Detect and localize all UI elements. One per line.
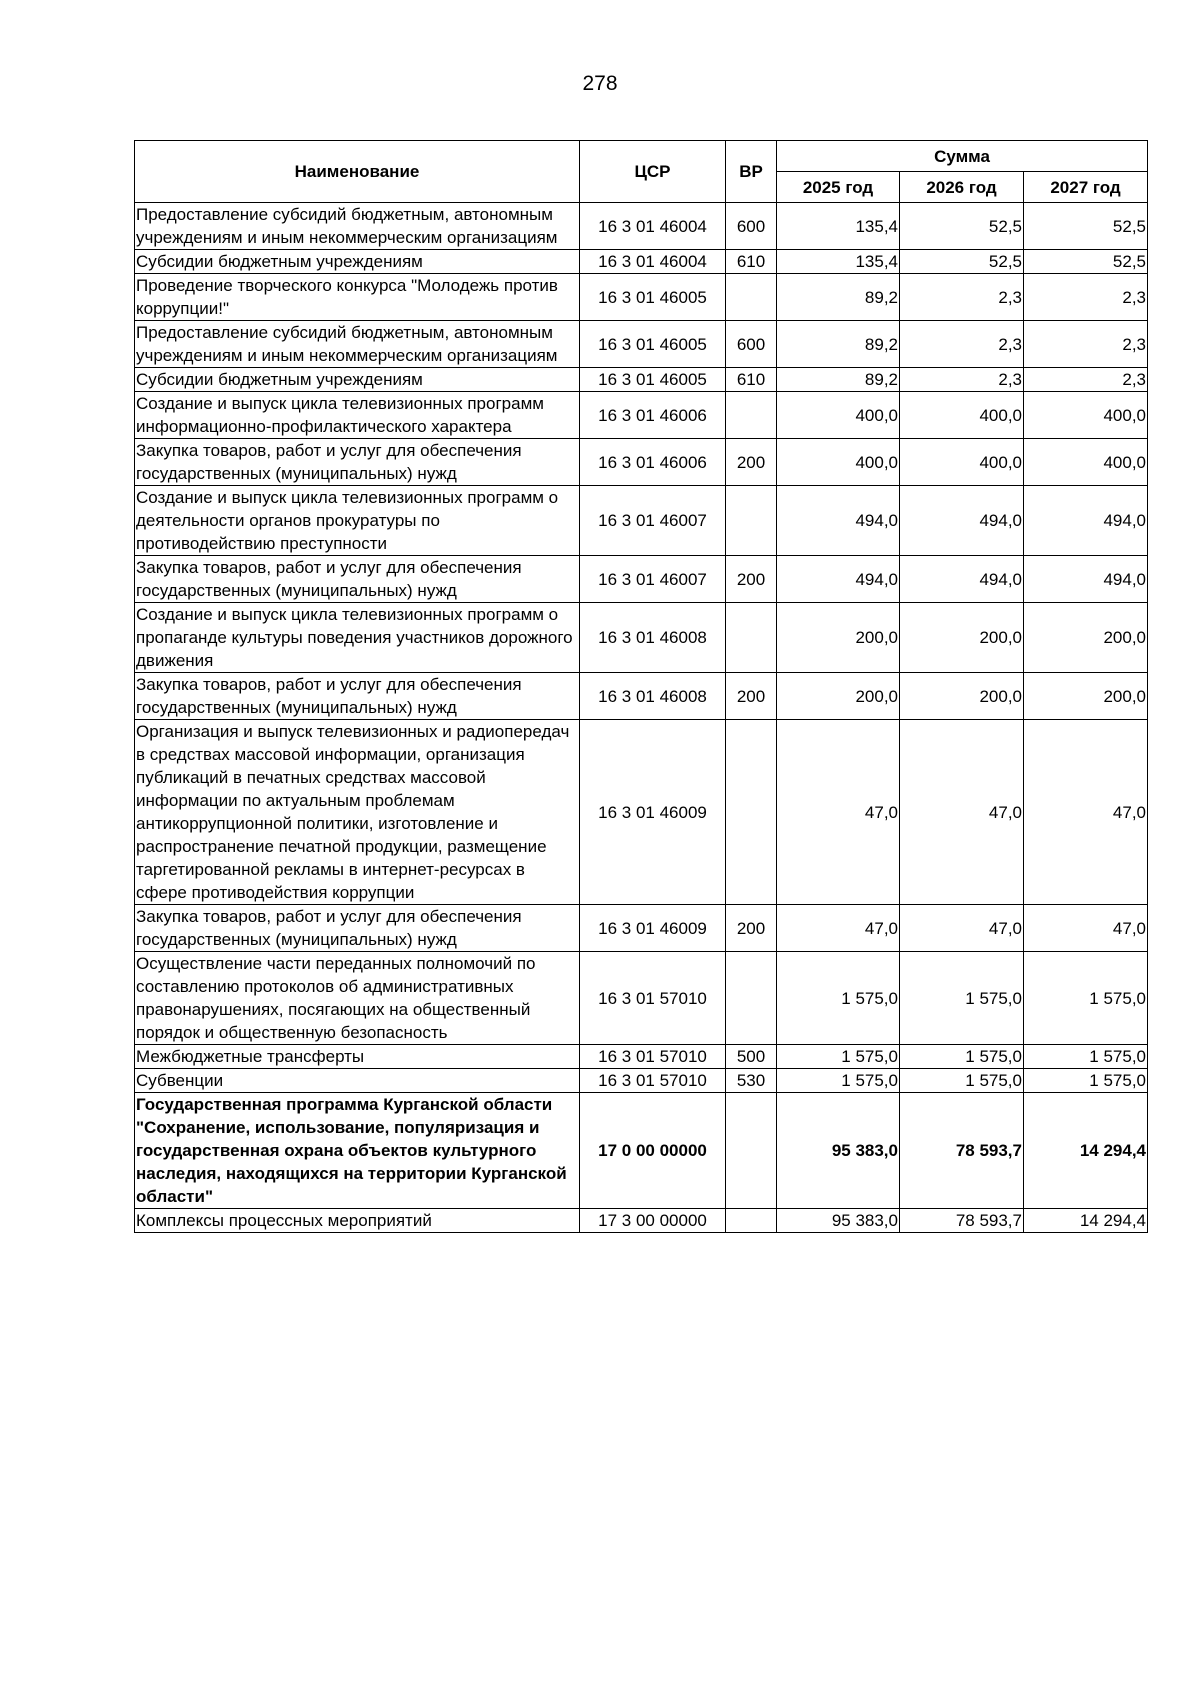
budget-table	[134, 140, 1148, 1233]
row-2026: 200,0	[900, 603, 1024, 673]
header-2025: 2025 год	[777, 172, 900, 203]
row-csr: 16 3 01 46006	[580, 392, 726, 439]
row-vr	[726, 1093, 777, 1209]
table-row	[135, 392, 1148, 439]
row-csr: 16 3 01 46007	[580, 486, 726, 556]
table-row	[135, 673, 1148, 720]
table-row	[135, 1209, 1148, 1233]
row-vr: 200	[726, 439, 777, 486]
row-vr	[726, 720, 777, 905]
row-name: Осуществление части переданных полномочий по составлению протоколов об административных правонарушениях, посягающих на общественный порядок и общественную безопасность	[135, 952, 580, 1045]
row-2025: 89,2	[777, 321, 900, 368]
row-2025: 95 383,0	[777, 1209, 900, 1233]
row-name: Создание и выпуск цикла телевизионных программ о пропаганде культуры поведения участников дорожного движения	[135, 603, 580, 673]
row-2025: 135,4	[777, 250, 900, 274]
row-2025: 95 383,0	[777, 1093, 900, 1209]
row-csr: 16 3 01 46008	[580, 603, 726, 673]
row-2027: 14 294,4	[1024, 1209, 1148, 1233]
table-row-program-total	[135, 1093, 1148, 1209]
row-vr	[726, 1209, 777, 1233]
row-name: Проведение творческого конкурса "Молодежь против коррупции!"	[135, 274, 580, 321]
row-2026: 78 593,7	[900, 1093, 1024, 1209]
row-2025: 200,0	[777, 603, 900, 673]
row-vr	[726, 952, 777, 1045]
row-2025: 494,0	[777, 556, 900, 603]
row-name: Предоставление субсидий бюджетным, автономным учреждениям и иным некоммерческим организациям	[135, 203, 580, 250]
row-2027: 52,5	[1024, 250, 1148, 274]
row-2027: 1 575,0	[1024, 1069, 1148, 1093]
table-row	[135, 250, 1148, 274]
row-2026: 1 575,0	[900, 1045, 1024, 1069]
row-2026: 47,0	[900, 720, 1024, 905]
row-vr: 200	[726, 556, 777, 603]
row-2025: 1 575,0	[777, 1069, 900, 1093]
row-csr: 17 3 00 00000	[580, 1209, 726, 1233]
row-2025: 89,2	[777, 368, 900, 392]
row-csr: 16 3 01 46009	[580, 720, 726, 905]
table-row	[135, 1045, 1148, 1069]
row-2026: 52,5	[900, 203, 1024, 250]
row-2027: 494,0	[1024, 556, 1148, 603]
row-2027: 47,0	[1024, 720, 1148, 905]
row-2026: 494,0	[900, 486, 1024, 556]
header-name: Наименование	[135, 141, 580, 203]
row-2027: 1 575,0	[1024, 1045, 1148, 1069]
row-2025: 494,0	[777, 486, 900, 556]
table-row	[135, 321, 1148, 368]
row-csr: 16 3 01 46007	[580, 556, 726, 603]
row-csr: 16 3 01 46004	[580, 250, 726, 274]
row-vr	[726, 274, 777, 321]
row-vr: 600	[726, 321, 777, 368]
row-2027: 2,3	[1024, 321, 1148, 368]
row-2025: 200,0	[777, 673, 900, 720]
row-2027: 14 294,4	[1024, 1093, 1148, 1209]
row-csr: 16 3 01 46005	[580, 368, 726, 392]
row-2025: 400,0	[777, 439, 900, 486]
table-row	[135, 203, 1148, 250]
row-2026: 200,0	[900, 673, 1024, 720]
row-vr: 200	[726, 673, 777, 720]
table-row	[135, 1069, 1148, 1093]
row-2025: 1 575,0	[777, 1045, 900, 1069]
header-sum: Сумма	[777, 141, 1148, 172]
row-csr: 16 3 01 46005	[580, 274, 726, 321]
row-name: Субсидии бюджетным учреждениям	[135, 368, 580, 392]
row-vr: 530	[726, 1069, 777, 1093]
row-vr: 610	[726, 250, 777, 274]
row-vr: 500	[726, 1045, 777, 1069]
row-2027: 2,3	[1024, 274, 1148, 321]
row-name: Создание и выпуск цикла телевизионных программ информационно-профилактического характера	[135, 392, 580, 439]
row-2026: 400,0	[900, 439, 1024, 486]
table-row	[135, 439, 1148, 486]
row-2027: 400,0	[1024, 392, 1148, 439]
row-vr	[726, 603, 777, 673]
row-name: Закупка товаров, работ и услуг для обеспечения государственных (муниципальных) нужд	[135, 439, 580, 486]
row-csr: 16 3 01 57010	[580, 1069, 726, 1093]
row-2027: 1 575,0	[1024, 952, 1148, 1045]
header-vr: ВР	[726, 141, 777, 203]
row-name: Предоставление субсидий бюджетным, автономным учреждениям и иным некоммерческим организациям	[135, 321, 580, 368]
table-row	[135, 952, 1148, 1045]
row-vr: 200	[726, 905, 777, 952]
row-2026: 2,3	[900, 368, 1024, 392]
row-2026: 400,0	[900, 392, 1024, 439]
row-name: Субвенции	[135, 1069, 580, 1093]
row-2025: 1 575,0	[777, 952, 900, 1045]
row-2025: 47,0	[777, 720, 900, 905]
table-row	[135, 905, 1148, 952]
header-2027: 2027 год	[1024, 172, 1148, 203]
row-name: Государственная программа Курганской области "Сохранение, использование, популяризация и государственная охрана объектов культурного наследия, находящихся на территории Курганской области"	[135, 1093, 580, 1209]
row-csr: 16 3 01 57010	[580, 952, 726, 1045]
row-2026: 494,0	[900, 556, 1024, 603]
row-csr: 16 3 01 46005	[580, 321, 726, 368]
row-2027: 494,0	[1024, 486, 1148, 556]
page-number: 278	[582, 72, 618, 95]
row-2026: 47,0	[900, 905, 1024, 952]
row-name: Закупка товаров, работ и услуг для обеспечения государственных (муниципальных) нужд	[135, 673, 580, 720]
header-csr: ЦСР	[580, 141, 726, 203]
header-2026: 2026 год	[900, 172, 1024, 203]
row-2026: 52,5	[900, 250, 1024, 274]
row-name: Комплексы процессных мероприятий	[135, 1209, 580, 1233]
row-csr: 16 3 01 46006	[580, 439, 726, 486]
row-2025: 400,0	[777, 392, 900, 439]
row-vr	[726, 392, 777, 439]
row-2026: 2,3	[900, 274, 1024, 321]
row-2025: 135,4	[777, 203, 900, 250]
row-2026: 1 575,0	[900, 1069, 1024, 1093]
row-name: Субсидии бюджетным учреждениям	[135, 250, 580, 274]
row-2027: 400,0	[1024, 439, 1148, 486]
row-csr: 16 3 01 57010	[580, 1045, 726, 1069]
row-vr	[726, 486, 777, 556]
row-name: Закупка товаров, работ и услуг для обеспечения государственных (муниципальных) нужд	[135, 556, 580, 603]
table-row	[135, 274, 1148, 321]
row-2027: 2,3	[1024, 368, 1148, 392]
row-2026: 1 575,0	[900, 952, 1024, 1045]
row-2027: 52,5	[1024, 203, 1148, 250]
row-name: Межбюджетные трансферты	[135, 1045, 580, 1069]
row-2025: 47,0	[777, 905, 900, 952]
row-2025: 89,2	[777, 274, 900, 321]
row-2027: 200,0	[1024, 673, 1148, 720]
row-2026: 78 593,7	[900, 1209, 1024, 1233]
table-row	[135, 556, 1148, 603]
table-row	[135, 368, 1148, 392]
table-row	[135, 720, 1148, 905]
row-csr: 16 3 01 46008	[580, 673, 726, 720]
row-csr: 17 0 00 00000	[580, 1093, 726, 1209]
row-name: Создание и выпуск цикла телевизионных программ о деятельности органов прокуратуры по противодействию преступности	[135, 486, 580, 556]
row-csr: 16 3 01 46009	[580, 905, 726, 952]
row-vr: 600	[726, 203, 777, 250]
row-csr: 16 3 01 46004	[580, 203, 726, 250]
row-2027: 47,0	[1024, 905, 1148, 952]
row-name: Организация и выпуск телевизионных и радиопередач в средствах массовой информации, организация публикаций в печатных средствах массовой информации по актуальным проблемам антикоррупционной политики, изготовление и распространение печатной продукции, размещение таргетированной рекламы в интернет-ресурсах в сфере противодействия коррупции	[135, 720, 580, 905]
row-name: Закупка товаров, работ и услуг для обеспечения государственных (муниципальных) нужд	[135, 905, 580, 952]
row-2026: 2,3	[900, 321, 1024, 368]
row-vr: 610	[726, 368, 777, 392]
row-2027: 200,0	[1024, 603, 1148, 673]
table-row	[135, 486, 1148, 556]
table-row	[135, 603, 1148, 673]
